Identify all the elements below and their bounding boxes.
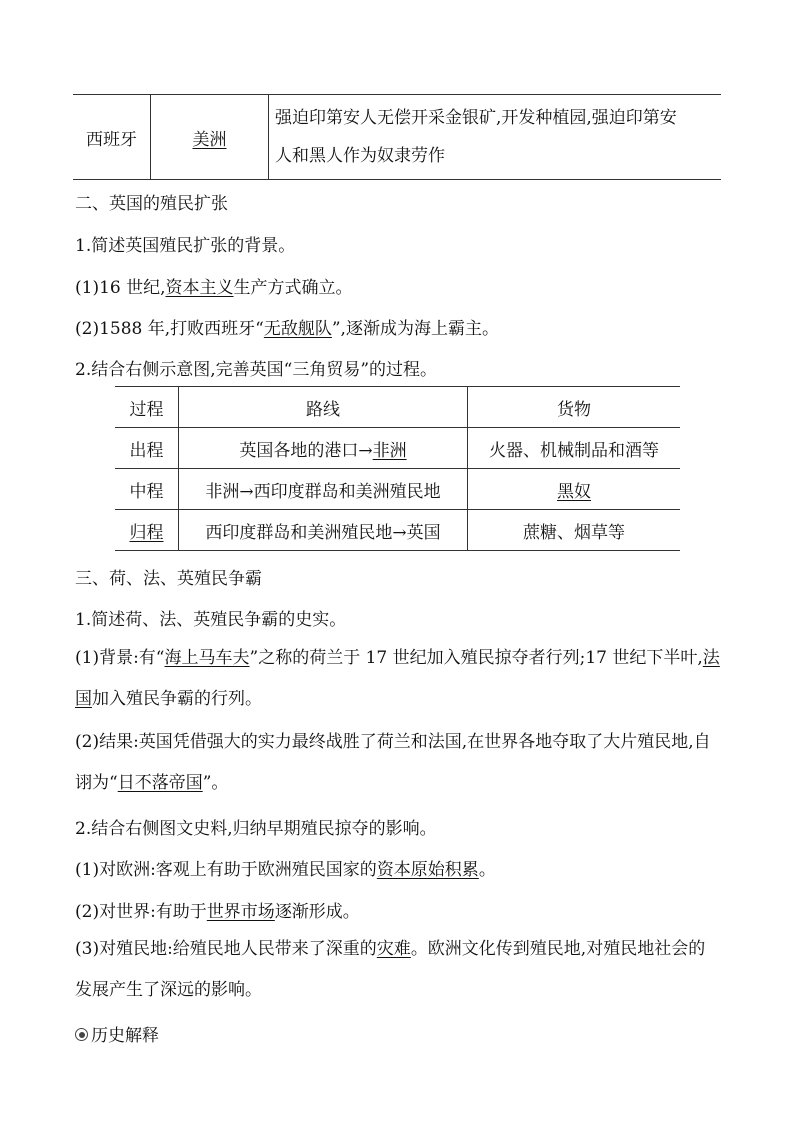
answer-blank: 日不落帝国 [117,773,203,793]
colonial-methods-table [73,94,721,180]
answer-blank: 无敌舰队 [263,319,332,339]
section-heading-3: 三、荷、法、英殖民争霸 [75,569,262,589]
stage-cell: 出程 [115,428,179,469]
answer-blank: 法国 [75,648,720,709]
answer-blank: 黑奴 [557,481,591,502]
goods-cell: 火器、机械制品和酒等 [468,428,681,469]
question-3-1: 1.简述荷、法、英殖民争霸的史实。 [75,610,347,630]
triangle-trade-table [115,386,680,551]
section-heading-2: 二、英国的殖民扩张 [75,194,228,214]
impact-2: (2)对世界:有助于世界市场逐渐形成。 [75,902,360,922]
goods-cell [468,469,681,510]
goods-cell: 蔗糖、烟草等 [468,510,681,551]
table-row [115,469,680,510]
header-route: 路线 [179,387,468,428]
question-3-2: 2.结合右侧图文史料,归纳早期殖民掠夺的影响。 [75,819,437,839]
answer-blank: 海上马车夫 [164,648,250,668]
point-2-1-2: (2)1588 年,打败西班牙“无敌舰队”,逐渐成为海上霸主。 [75,319,499,339]
answer-blank: 资本原始积累 [376,860,479,880]
header-goods: 货物 [468,387,681,428]
answer-blank: 灾难 [376,939,411,959]
country-cell: 西班牙 [73,95,151,180]
answer-blank: 非洲 [372,440,407,461]
table-row [115,428,680,469]
question-2-2: 2.结合右侧示意图,完善英国“三角贸易”的过程。 [75,360,438,380]
impact-3: (3)对殖民地:给殖民地人民带来了深重的灾难。欧洲文化传到殖民地,对殖民地社会的发展产生了深远的影响。 [75,939,706,1000]
route-cell: 英国各地的港口→非洲 [179,428,468,469]
impact-1: (1)对欧洲:客观上有助于欧洲殖民国家的资本原始积累。 [75,860,496,880]
header-stage: 过程 [115,387,179,428]
route-cell: 非洲→西印度群岛和美洲殖民地 [179,469,468,510]
target-bullet-icon [75,1028,88,1041]
history-interpretation-label: 历史解释 [75,1021,159,1046]
route-cell: 西印度群岛和美洲殖民地→英国 [179,510,468,551]
point-3-1-1: (1)背景:有“海上马车夫”之称的荷兰于 17 世纪加入殖民掠夺者行列;17 世纪下半叶,法国加入殖民争霸的行列。 [75,648,720,709]
answer-blank: 资本主义 [165,278,234,298]
answer-blank: 归程 [129,522,164,543]
point-3-1-2: (2)结果:英国凭借强大的实力最终战胜了荷兰和法国,在世界各地夺取了大片殖民地,自诩为“日不落帝国”。 [75,732,711,793]
region-cell [151,95,269,180]
table-row [73,95,721,180]
table-header-row [115,387,680,428]
point-2-1-1: (1)16 世纪,资本主义生产方式确立。 [75,278,353,298]
content-cell [269,95,722,180]
content-line-2: 人和黑人作为奴隶劳作 [275,146,445,166]
answer-blank: 世界市场 [206,902,275,922]
stage-cell [115,510,179,551]
content-line-1: 强迫印第安人无偿开采金银矿,开发种植园,强迫印第安 [275,108,677,128]
region-answer: 美洲 [192,129,227,150]
table-row [115,510,680,551]
stage-cell: 中程 [115,469,179,510]
question-2-1: 1.简述英国殖民扩张的背景。 [75,236,296,256]
